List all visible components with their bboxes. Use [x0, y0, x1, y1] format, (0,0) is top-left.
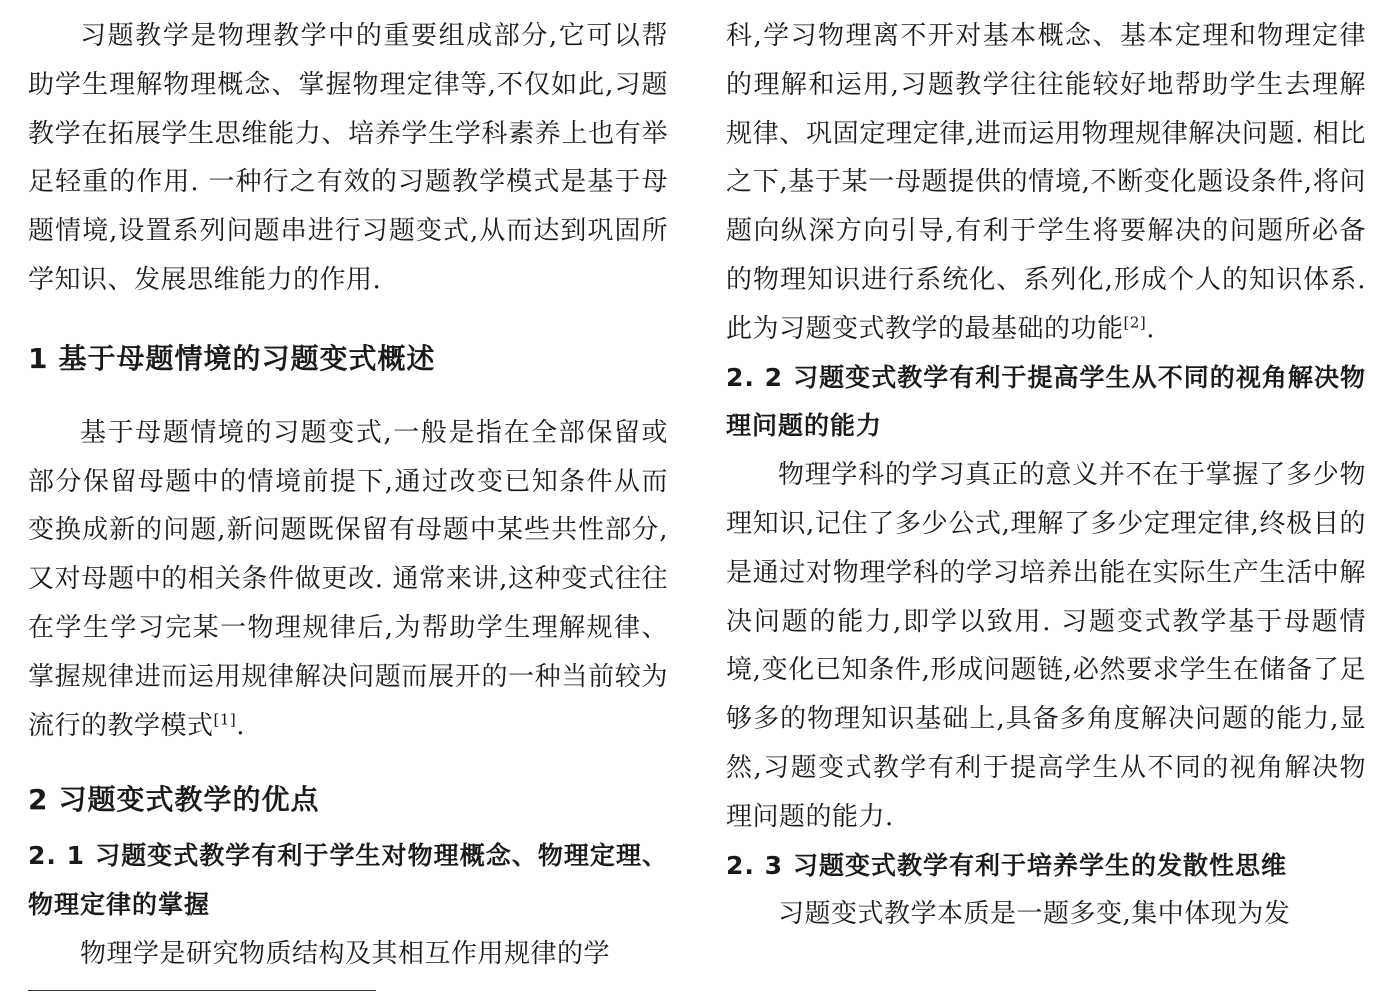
section-title: 基于母题情境的习题变式概述 — [58, 341, 436, 375]
section-2-1-heading — [28, 832, 668, 930]
section-1-paragraph — [28, 409, 668, 751]
paragraph-text: 基于母题情境的习题变式,一般是指在全部保留或部分保留母题中的情境前提下,通过改变已知条件从而变换成新的问题,新问题既保留有母题中某些共性部分,又对母题中的相关条件做更改. 通常来讲,这种变式往往在学生学习完某一物理规律后,为帮助学生理解规律、掌握规律进而运用规律解决问题而展开的一种当前较为流行的教学模式 — [28, 417, 668, 741]
subsection-title: 习题变式教学有利于学生对物理概念、物理定理、物理定律的掌握 — [28, 841, 668, 920]
section-1-heading — [28, 339, 668, 379]
section-number: 1 — [28, 341, 49, 375]
section-number: 2 — [28, 783, 49, 817]
footnote-divider — [28, 990, 376, 991]
intro-paragraph: 习题教学是物理教学中的重要组成部分,它可以帮助学生理解物理概念、掌握物理定律等,不仅如此,习题教学在拓展学生思维能力、培养学生学科素养上也有举足轻重的作用. 一种行之有效的习题教学模式是基于母题情境,设置系列问题串进行习题变式,从而达到巩固所学知识、发展思维能力的作用. — [28, 21, 668, 295]
paragraph-end: . — [1146, 313, 1156, 344]
subsection-number: 2. 2 — [726, 362, 784, 392]
subsection-number: 2. 3 — [726, 850, 783, 880]
section-2-3-paragraph-start: 习题变式教学本质是一题多变,集中体现为发 — [778, 899, 1291, 930]
left-column — [28, 0, 668, 979]
section-2-2-heading — [726, 354, 1366, 452]
subsection-title: 习题变式教学有利于培养学生的发散性思维 — [793, 850, 1288, 880]
citation-ref[interactable]: [1] — [213, 709, 237, 728]
subsection-number: 2. 1 — [28, 841, 86, 871]
paragraph-end: . — [236, 710, 246, 741]
right-column — [726, 0, 1366, 939]
section-2-2-paragraph: 物理学科的学习真正的意义并不在于掌握了多少物理知识,记住了多少公式,理解了多少定理定律,终极目的是通过对物理学科的学习培养出能在实际生产生活中解决问题的能力,即学以致用. 习题变式教学基于母题情境,变化已知条件,形成问题链,必然要求学生在储备了足够多的物理知识基础上,具备多角度解决问题的能力,显然,习题变式教学有利于提高学生从不同的视角解决物理问题的能力. — [726, 460, 1366, 832]
section-2-1-paragraph-cont — [726, 12, 1366, 354]
paragraph-text: 科,学习物理离不开对基本概念、基本定理和物理定律的理解和运用,习题教学往往能较好地帮助学生去理解规律、巩固定理定律,进而运用物理规律解决问题. 相比之下,基于某一母题提供的情境,不断变化题设条件,将问题向纵深方向引导,有利于学生将要解决的问题所必备的物理知识进行系统化、系列化,形成个人的知识体系. 此为习题变式教学的最基础的功能 — [726, 21, 1366, 344]
section-2-3-heading — [726, 842, 1366, 891]
section-2-1-paragraph-start: 物理学是研究物质结构及其相互作用规律的学 — [80, 938, 611, 969]
section-title: 习题变式教学的优点 — [58, 783, 320, 817]
subsection-title: 习题变式教学有利于提高学生从不同的视角解决物理问题的能力 — [726, 362, 1366, 441]
citation-ref[interactable]: [2] — [1123, 313, 1147, 332]
section-2-heading — [28, 780, 668, 820]
